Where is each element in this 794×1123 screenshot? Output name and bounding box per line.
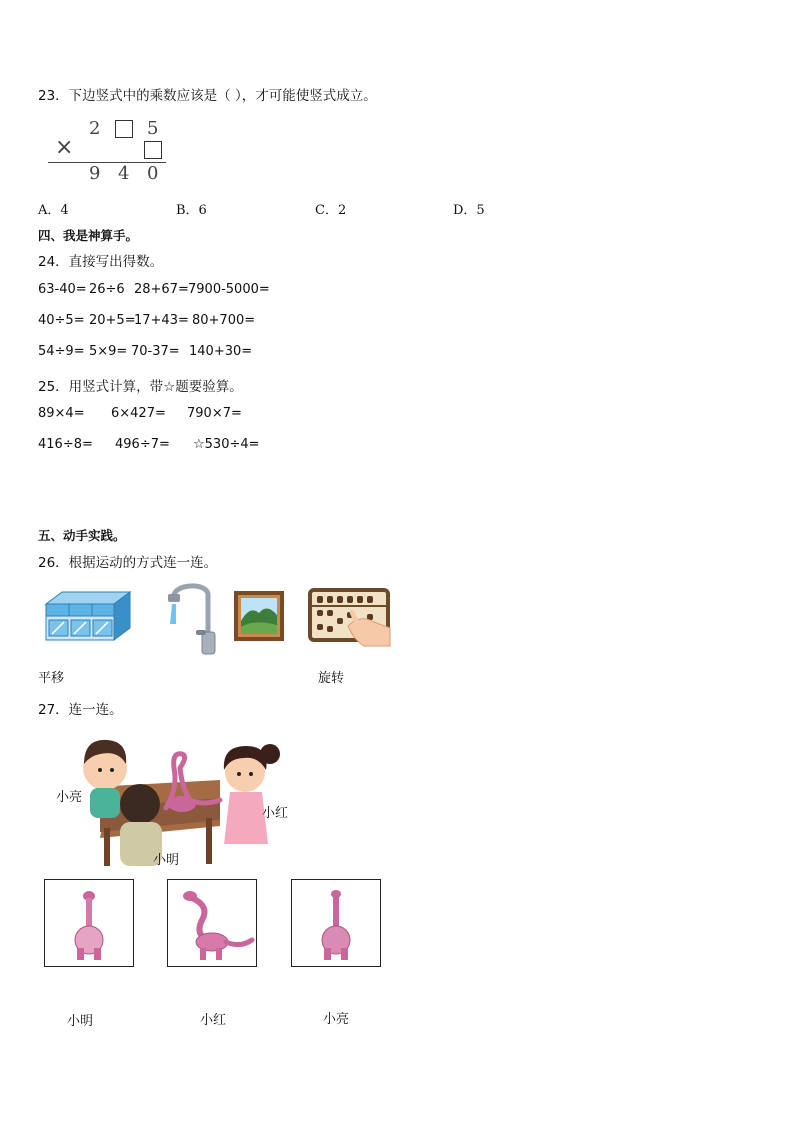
- q23-digit-top-left: 2: [89, 118, 101, 139]
- q23-digit-top-right: 5: [147, 118, 159, 139]
- q27-scene-illustration: [70, 728, 300, 868]
- q26-label-rotation: 旋转: [318, 671, 345, 686]
- dinosaur-side-view-image: [174, 886, 254, 962]
- q27-view-box-back[interactable]: [291, 879, 381, 967]
- q24-r1-c1: 63-40=: [38, 282, 87, 297]
- q24-text: 24．直接写出得数。: [38, 254, 164, 270]
- q27-view-box-side[interactable]: [167, 879, 257, 967]
- window-painting-image: [234, 591, 284, 641]
- q24-r1-c3: 28+67=: [134, 282, 189, 297]
- q23-blank-box-top[interactable]: [115, 120, 133, 138]
- q27-bottom-name-xiaoliang: 小亮: [323, 1012, 350, 1027]
- q25-r2-c1: 416÷8=: [38, 437, 93, 452]
- q23-result-digit-2: 4: [118, 163, 130, 184]
- q24-r2-c3: 17+43=: [134, 313, 189, 328]
- q27-scene-name-xiaoming: 小明: [153, 853, 180, 868]
- q27-scene-name-xiaoliang: 小亮: [56, 790, 83, 805]
- q25-r1-c1: 89×4=: [38, 406, 85, 421]
- q25-r2-c2: 496÷7=: [115, 437, 170, 452]
- q26-text: 26．根据运动的方式连一连。: [38, 555, 218, 571]
- q26-label-translation: 平移: [38, 671, 65, 686]
- q25-r2-c3: ☆530÷4=: [193, 437, 260, 452]
- q24-r3-c3: 70-37=: [131, 344, 180, 359]
- section4-heading: 四、我是神算手。: [38, 228, 139, 243]
- q23-result-digit-1: 9: [89, 163, 101, 184]
- dinosaur-front-view-image: [65, 886, 113, 962]
- q27-text: 27．连一连。: [38, 702, 123, 718]
- q23-blank-box-multiplier[interactable]: [144, 141, 162, 159]
- q24-r2-c1: 40÷5=: [38, 313, 85, 328]
- q23-text: 23．下边竖式中的乘数应该是（ ），才可能使竖式成立。: [38, 88, 377, 104]
- q27-bottom-name-xiaohong: 小红: [200, 1013, 227, 1028]
- section5-heading: 五、动手实践。: [38, 528, 126, 543]
- dinosaur-back-view-image: [312, 886, 360, 962]
- q24-r1-c4: 7900-5000=: [188, 282, 270, 297]
- q23-option-a[interactable]: A．4: [38, 203, 69, 218]
- q24-r1-c2: 26÷6: [89, 282, 125, 297]
- q25-r1-c3: 790×7=: [187, 406, 242, 421]
- abacus-image: [308, 588, 392, 648]
- q25-r1-c2: 6×427=: [111, 406, 166, 421]
- q23-option-c[interactable]: C．2: [315, 203, 347, 218]
- q23-option-b[interactable]: B．6: [176, 203, 207, 218]
- q23-result-digit-3: 0: [147, 163, 159, 184]
- q23-option-d[interactable]: D．5: [453, 203, 485, 218]
- drawer-cabinet-image: [42, 590, 132, 646]
- q24-r2-c4: 80+700=: [192, 313, 256, 328]
- q24-r3-c2: 5×9=: [89, 344, 128, 359]
- q27-view-box-front[interactable]: [44, 879, 134, 967]
- q23-times-sign: ×: [55, 135, 74, 160]
- q27-bottom-name-xiaoming: 小明: [67, 1014, 94, 1029]
- faucet-image: [162, 580, 218, 656]
- q24-r3-c1: 54÷9=: [38, 344, 85, 359]
- q24-r3-c4: 140+30=: [189, 344, 253, 359]
- q25-text: 25．用竖式计算，带☆题要验算。: [38, 379, 243, 395]
- q27-scene-name-xiaohong: 小红: [262, 806, 289, 821]
- q24-r2-c2: 20+5=: [89, 313, 136, 328]
